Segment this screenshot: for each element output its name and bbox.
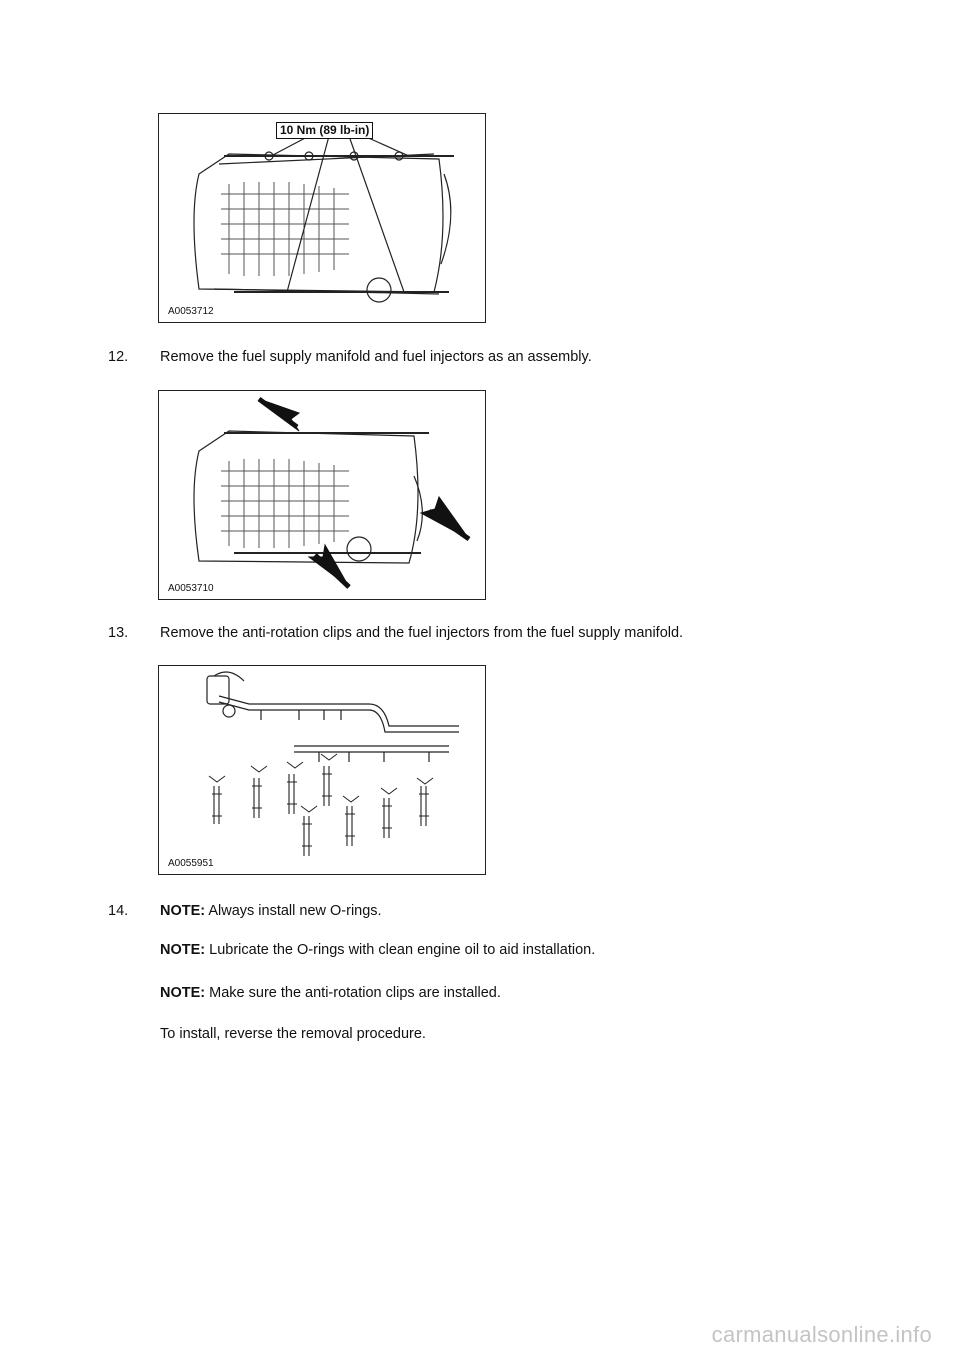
figure-fuel-injectors	[158, 665, 486, 875]
step-number: 14.	[108, 903, 129, 919]
note-text: Lubricate the O-rings with clean engine oil to aid installation.	[205, 942, 596, 958]
intake-manifold-illustration	[159, 114, 485, 322]
figure-intake-manifold-torque	[158, 113, 486, 323]
figure-manifold-removal	[158, 390, 486, 600]
site-watermark: carmanualsonline.info	[711, 1322, 932, 1347]
final-instruction: To install, reverse the removal procedure.	[160, 1026, 426, 1042]
note-1	[160, 902, 382, 920]
torque-callout: 10 Nm (89 lb-in)	[276, 122, 373, 139]
figure-code: A0053710	[168, 583, 214, 594]
step-number: 13.	[108, 625, 129, 641]
note-label: NOTE:	[160, 903, 206, 919]
fuel-injectors-illustration	[159, 666, 485, 874]
note-text: Always install new O-rings.	[205, 903, 382, 919]
note-label: NOTE:	[160, 942, 206, 958]
step-text: Remove the anti-rotation clips and the fuel injectors from the fuel supply manifold.	[160, 625, 684, 641]
step-text: Remove the fuel supply manifold and fuel injectors as an assembly.	[160, 349, 592, 365]
note-text: Make sure the anti-rotation clips are installed.	[205, 985, 501, 1001]
figure-code: A0055951	[168, 858, 214, 869]
note-2	[160, 941, 595, 959]
manifold-removal-illustration	[159, 391, 485, 599]
figure-code: A0053712	[168, 306, 214, 317]
note-label: NOTE:	[160, 985, 206, 1001]
step-number: 12.	[108, 349, 129, 365]
note-3	[160, 984, 501, 1002]
